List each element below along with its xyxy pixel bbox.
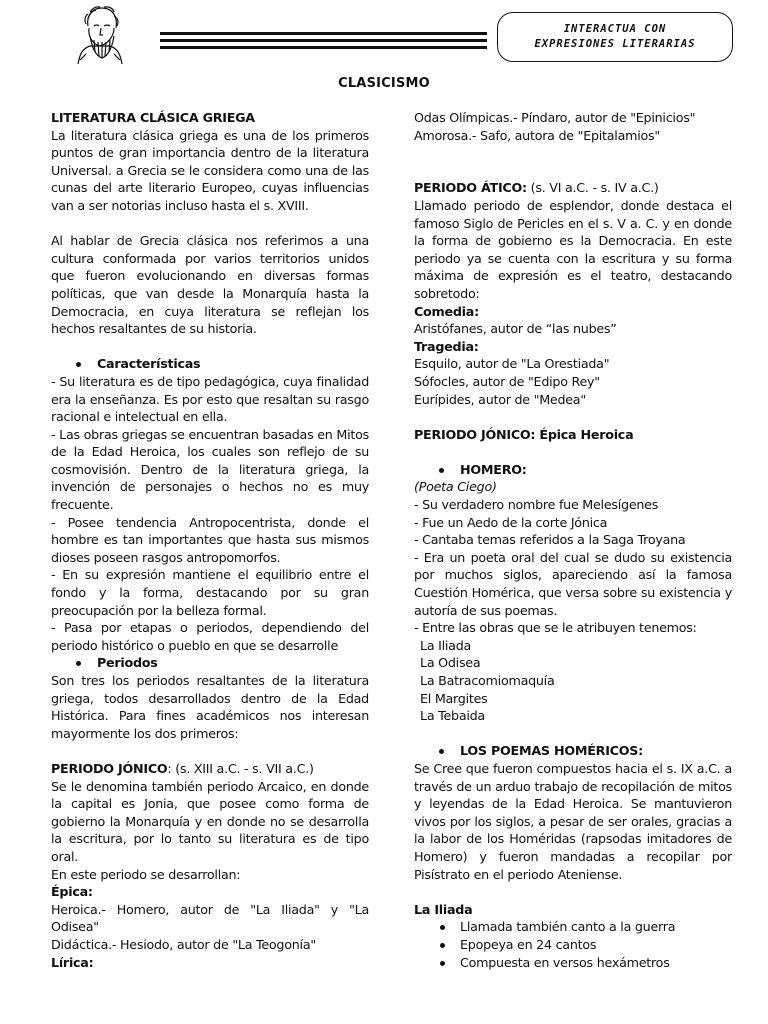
list-item: Aristófanes, autor de “las nubes” — [414, 321, 617, 337]
jonico-heading-line — [51, 760, 369, 778]
list-item: - Su literatura es de tipo pedagógica, cuya finalidad era la enseñanza. Es por esto que resaltan su rasgo racional e intelectual en ella. — [51, 373, 369, 425]
lirica-label: Lírica: — [51, 954, 94, 970]
list-item: Eurípides, autor de "Medea" — [414, 391, 586, 407]
list-item: Odas Olímpicas.- Píndaro, autor de "Epinicios" — [414, 110, 696, 125]
jonico-epica-heading: PERIODO JÓNICO: Épica Heroica — [414, 426, 634, 442]
tragedia-label: Tragedia: — [414, 338, 479, 354]
iliada-heading: La Iliada — [414, 901, 473, 917]
jonico-dates: : (s. XIII a.C. - s. VII a.C.) — [167, 760, 314, 776]
list-item: - Posee tendencia Antropocentrista, donde el hombre es tan importantes que hasta sus mismos dioses poseen rasgos antropomorfos. — [51, 514, 369, 565]
list-item: - Su verdadero nombre fue Melesígenes — [414, 497, 659, 513]
list-item: Llamada también canto a la guerra — [414, 918, 732, 936]
atico-heading: PERIODO ÁTICO: — [414, 180, 527, 196]
list-item: La Odisea — [420, 655, 481, 671]
jonico-line: En este periodo se desarrollan: — [51, 866, 241, 882]
header-badge — [497, 12, 733, 62]
badge-line-1: INTERACTUA CON — [563, 23, 667, 35]
list-item: - Entre las obras que se le atribuyen tenemos: — [414, 620, 697, 636]
header-rule-2 — [160, 39, 487, 42]
list-item: La Iliada — [420, 637, 472, 653]
page-title: CLASICISMO — [338, 76, 430, 91]
poemas-paragraph: Se Cree que fueron compuestos hacia el s. IX a.C. a través de un arduo trabajo de recopilación de mitos y leyendas de la Edad Heroica. Se mantuvieron vivos por los siglos, a pesar de ser orales, gracias a la labor de los Homéridas (rapsodas imitadores de Homero) y fueron mandadas a recopilar por Pisístrato en el periodo Ateniense. — [414, 760, 732, 882]
atico-heading-line — [414, 179, 732, 197]
epica-label: Épica: — [51, 884, 93, 900]
left-column — [51, 109, 369, 971]
homero-subtitle: (Poeta Ciego) — [414, 479, 497, 495]
badge-line-2: EXPRESIONES LITERARIAS — [534, 38, 696, 50]
list-item: - Las obras griegas se encuentran basadas en Mitos de la Edad Heroica, los cuales son reflejo de su cosmovisión. Dentro de la literatura griega, la invención de personajes o hechos no es muy frecuente. — [51, 426, 369, 513]
list-item: - Pasa por etapas o periodos, dependiendo del periodo histórico o pueblo en que se desarrolle — [51, 620, 369, 653]
atico-dates: (s. VI a.C. - s. IV a.C.) — [526, 180, 659, 196]
right-column — [414, 109, 732, 971]
list-item: - Cantaba temas referidos a la Saga Troyana — [414, 532, 686, 548]
list-item: Compuesta en versos hexámetros — [414, 954, 732, 972]
homero-heading: HOMERO: — [414, 461, 732, 479]
list-item: Amorosa.- Safo, autora de "Epitalamios" — [414, 127, 660, 143]
grecia-paragraph: Al hablar de Grecia clásica nos referimos a una cultura conformada por varios territorios unidos que fueron evolucionando en diversas formas políticas, que van desde la Monarquía hasta la Democracia, en cuya literatura se reflejan los hechos resaltantes de su historia. — [51, 233, 369, 337]
section-heading-literatura: LITERATURA CLÁSICA GRIEGA — [51, 110, 255, 125]
jonico-paragraph: Se le denomina también periodo Arcaico, en donde la capital es Jonia, que posee como forma de gobierno la Monarquía y en donde no se desarrolla la escritura, por lo tanto su literatura es de tipo oral. — [51, 778, 369, 864]
list-item: La Tebaida — [420, 708, 485, 724]
jonico-heading: PERIODO JÓNICO — [51, 760, 168, 776]
poemas-heading: LOS POEMAS HOMÉRICOS: — [414, 742, 732, 760]
list-item: Epopeya en 24 cantos — [414, 936, 732, 954]
list-item: Sófocles, autor de "Edipo Rey" — [414, 373, 600, 389]
comedia-label: Comedia: — [414, 303, 479, 319]
list-item: - Fue un Aedo de la corte Jónica — [414, 514, 608, 530]
list-item: - Era un poeta oral del cual se dudo su existencia por muchos siglos, apareciendo así la famosa Cuestión Homérica, que versa sobre su existencia y autoría de sus poemas. — [414, 549, 732, 618]
caracteristicas-heading: Características — [51, 355, 369, 373]
header-rule-3 — [160, 46, 487, 49]
periodos-paragraph: Son tres los periodos resaltantes de la literatura griega, todos desarrollados dentro de la Edad Histórica. Para fines académicos nos interesan mayormente los dos primeros: — [51, 673, 369, 741]
list-item: El Margites — [420, 690, 488, 706]
list-item: Esquilo, autor de "La Orestiada" — [414, 356, 610, 372]
header-rule-1 — [160, 32, 487, 35]
list-item: - En su expresión mantiene el equilibrio entre el fondo y la forma, destacando por su gran preocupación por la belleza formal. — [51, 567, 369, 618]
periodos-heading: Periodos — [51, 654, 369, 672]
list-item: La Batracomiomaquía — [420, 673, 555, 688]
atico-paragraph: Llamado periodo de esplendor, donde destaca el famoso Siglo de Pericles en el s. V a. C. y en donde la forma de gobierno es la Democracia. En este periodo ya se cuenta con la escritura y su forma máxima de expresión es el teatro, destacando sobretodo: — [414, 197, 732, 301]
greek-philosopher-bust-icon — [64, 4, 136, 66]
list-item: Didáctica.- Hesiodo, autor de "La Teogonía" — [51, 936, 316, 952]
intro-paragraph: La literatura clásica griega es una de los primeros puntos de gran importancia dentro de la literatura Universal. a Grecia se le considera como una de las cunas del arte literario Europeo, cuyas influencias van a ser notorias incluso hasta el s. XVIII. — [51, 127, 369, 213]
list-item: Heroica.- Homero, autor de "La Iliada" y "La Odisea" — [51, 901, 369, 935]
